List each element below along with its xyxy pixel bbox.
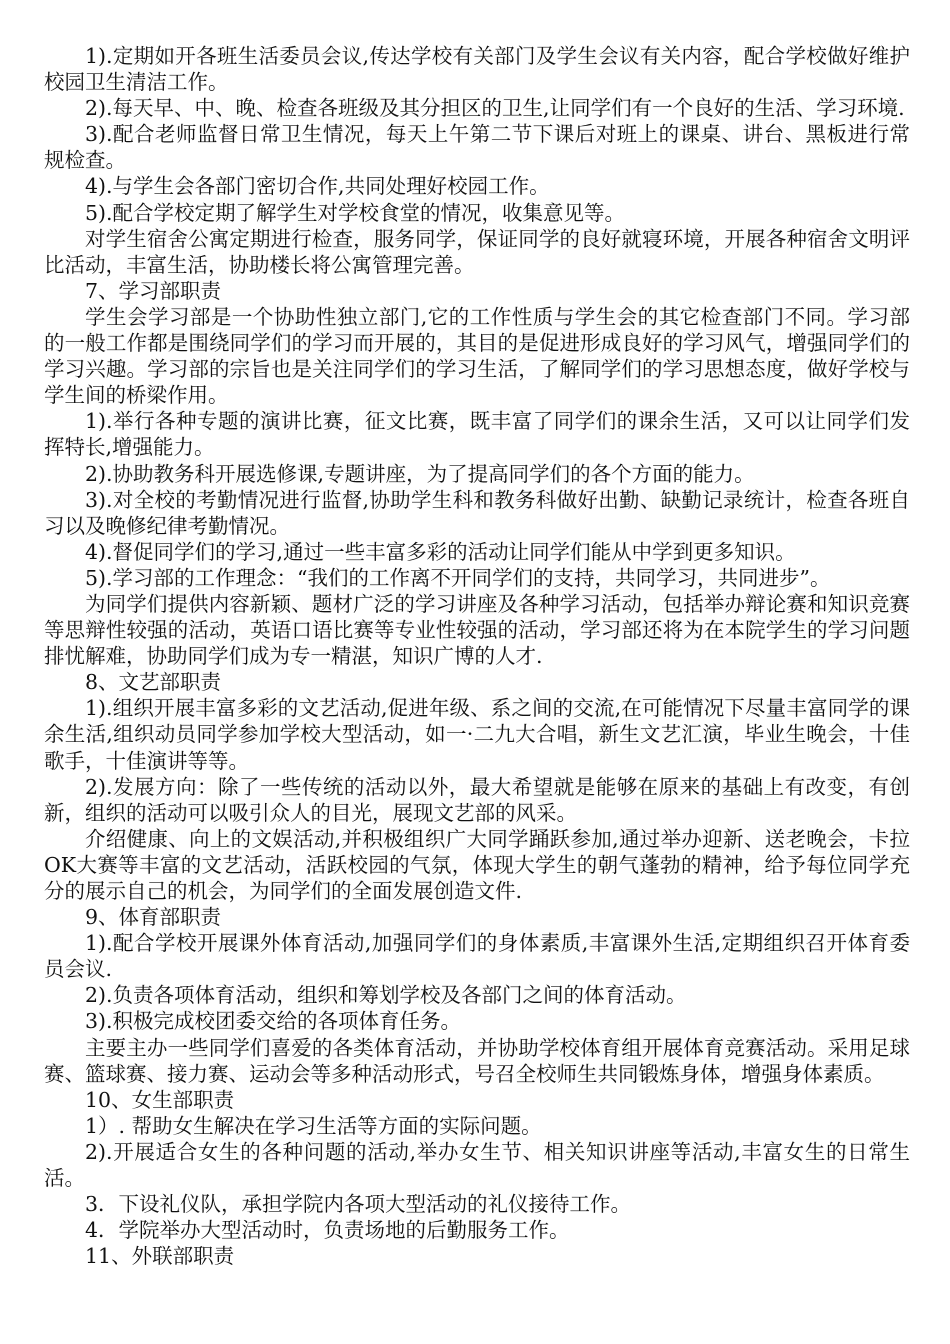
paragraph: 3).配合老师监督日常卫生情况，每天上午第二节下课后对班上的课桌、讲台、黑板进行常规检查。 (44, 122, 910, 173)
paragraph: 5).学习部的工作理念：“我们的工作离不开同学们的支持，共同学习，共同进步”。 (85, 565, 831, 590)
section-heading: 9、体育部职责 (85, 905, 222, 930)
section-heading: 10、女生部职责 (85, 1087, 235, 1112)
paragraph: 介绍健康、向上的文娱活动,并积极组织广大同学踊跃参加,通过举办迎新、送老晚会，卡拉OK大赛等丰富的文艺活动，活跃校园的气氛，体现大学生的朝气蓬勃的精神，给予每位同学充分的展示自己的机会，为同学们的全面发展创造文件. (44, 826, 910, 903)
paragraph: 1).举行各种专题的演讲比赛，征文比赛，既丰富了同学们的课余生活，又可以让同学们发挥特长,增强能力。 (44, 409, 910, 460)
paragraph: 2).每天早、中、晚、检查各班级及其分担区的卫生,让同学们有一个良好的生活、学习环境. (85, 96, 905, 121)
paragraph: 4).督促同学们的学习,通过一些丰富多彩的活动让同学们能从中学到更多知识。 (85, 539, 796, 564)
paragraph: 3).对全校的考勤情况进行监督,协助学生科和教务科做好出勤、缺勤记录统计，检查各班自习以及晚修纪律考勤情况。 (44, 487, 910, 538)
paragraph: 1）. 帮助女生解决在学习生活等方面的实际问题。 (85, 1113, 542, 1138)
paragraph: 5).配合学校定期了解学生对学校食堂的情况，收集意见等。 (85, 200, 626, 225)
paragraph: 3．下设礼仪队，承担学院内各项大型活动的礼仪接待工作。 (85, 1192, 632, 1217)
paragraph: 2).协助教务科开展选修课,专题讲座，为了提高同学们的各个方面的能力。 (85, 461, 755, 486)
paragraph: 1).配合学校开展课外体育活动,加强同学们的身体素质,丰富课外生活,定期组织召开体育委员会议. (44, 931, 910, 982)
section-heading: 7、学习部职责 (85, 278, 222, 303)
section-heading: 11、外联部职责 (85, 1244, 235, 1269)
paragraph: 2).负责各项体育活动，组织和筹划学校及各部门之间的体育活动。 (85, 983, 687, 1008)
paragraph: 2).开展适合女生的各种问题的活动,举办女生节、相关知识讲座等活动,丰富女生的日常生活。 (44, 1139, 910, 1191)
paragraph: 1).组织开展丰富多彩的文艺活动,促进年级、系之间的交流,在可能情况下尽量丰富同学的课余生活,组织动员同学参加学校大型活动，如一·二九大合唱，新生文艺汇演，毕业生晚会，十佳歌手，十佳演讲等等。 (44, 696, 910, 773)
paragraph: 对学生宿舍公寓定期进行检查，服务同学，保证同学的良好就寝环境，开展各种宿舍文明评比活动，丰富生活，协助楼长将公寓管理完善。 (44, 226, 910, 277)
paragraph: 主要主办一些同学们喜爱的各类体育活动，并协助学校体育组开展体育竞赛活动。采用足球赛、篮球赛、接力赛、运动会等多种活动形式，号召全校师生共同锻炼身体，增强身体素质。 (44, 1035, 910, 1086)
paragraph: 为同学们提供内容新颖、题材广泛的学习讲座及各种学习活动，包括举办辩论赛和知识竞赛等思辩性较强的活动，英语口语比赛等专业性较强的活动，学习部还将为在本院学生的学习问题排忧解难，协助同学们成为专一精湛，知识广博的人才. (44, 591, 910, 669)
paragraph: 4).与学生会各部门密切合作,共同处理好校园工作。 (85, 174, 550, 199)
paragraph: 3).积极完成校团委交给的各项体育任务。 (85, 1009, 462, 1034)
section-heading: 8、文艺部职责 (85, 670, 222, 695)
paragraph: 2).发展方向：除了一些传统的活动以外，最大希望就是能够在原来的基础上有改变，有创新，组织的活动可以吸引众人的目光，展现文艺部的风采。 (44, 774, 910, 825)
paragraph: 1).定期如开各班生活委员会议,传达学校有关部门及学生会议有关内容，配合学校做好维护校园卫生清洁工作。 (44, 44, 910, 95)
paragraph: 4．学院举办大型活动时，负责场地的后勤服务工作。 (85, 1218, 570, 1243)
paragraph: 学生会学习部是一个协助性独立部门,它的工作性质与学生会的其它检查部门不同。学习部的一般工作都是围绕同学们的学习而开展的，其目的是促进形成良好的学习风气，增强同学们的学习兴趣。学习部的宗旨也是关注同学们的学习生活，了解同学们的学习思想态度，做好学校与学生间的桥梁作用。 (44, 304, 910, 408)
